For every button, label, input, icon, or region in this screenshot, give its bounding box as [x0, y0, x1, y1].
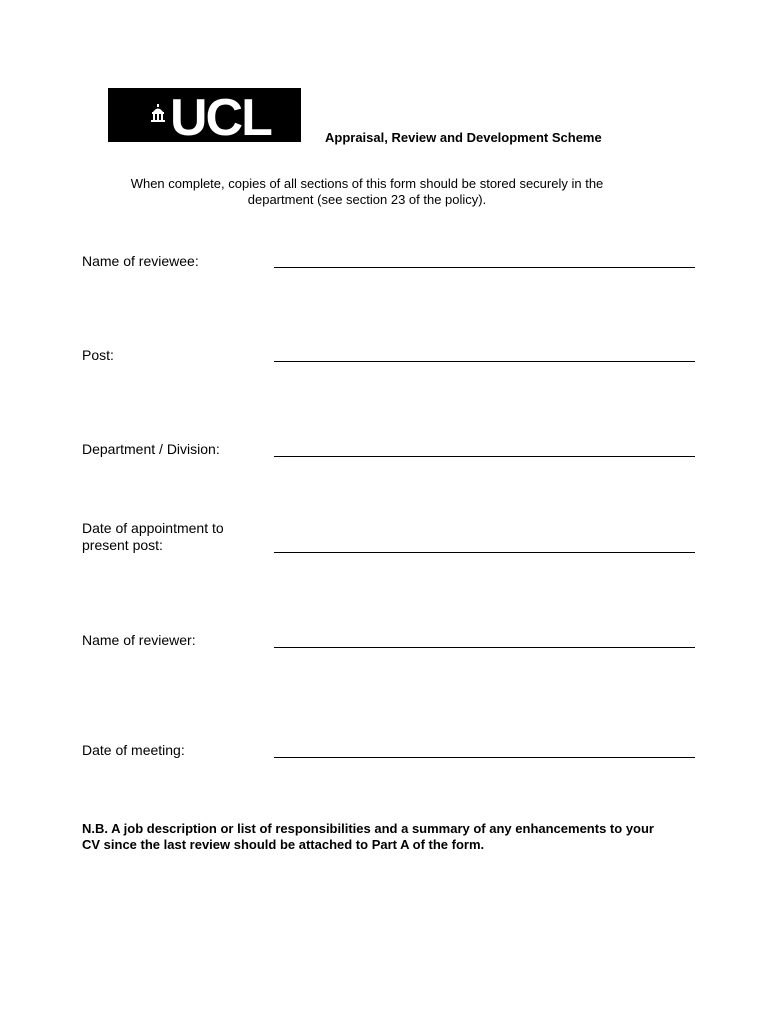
intro-text: When complete, copies of all sections of this form should be stored securely in the department (see section 23 of the policy).	[130, 176, 604, 207]
logo-text: UCL	[170, 89, 271, 147]
meeting-date-label: Date of meeting:	[82, 742, 185, 758]
meeting-date-field[interactable]	[274, 757, 695, 758]
appointment-date-label-line1: Date of appointment to	[82, 520, 224, 536]
department-division-field[interactable]	[274, 456, 695, 457]
post-field[interactable]	[274, 361, 695, 362]
ucl-logo	[108, 88, 301, 147]
reviewer-name-field[interactable]	[274, 647, 695, 648]
appointment-date-label-line2: present post:	[82, 537, 163, 553]
reviewee-name-label: Name of reviewee:	[82, 253, 199, 269]
post-label: Post:	[82, 347, 114, 363]
department-division-label: Department / Division:	[82, 441, 220, 457]
reviewer-name-label: Name of reviewer:	[82, 632, 196, 648]
document-title: Appraisal, Review and Development Scheme	[325, 130, 602, 145]
attachment-note: N.B. A job description or list of responsibilities and a summary of any enhancements to your CV since the last review should be attached to Part A of the form.	[82, 821, 654, 852]
reviewee-name-field[interactable]	[274, 267, 695, 268]
appointment-date-label	[82, 520, 224, 554]
appointment-date-field[interactable]	[274, 552, 695, 553]
portico-dome-icon	[150, 104, 166, 122]
